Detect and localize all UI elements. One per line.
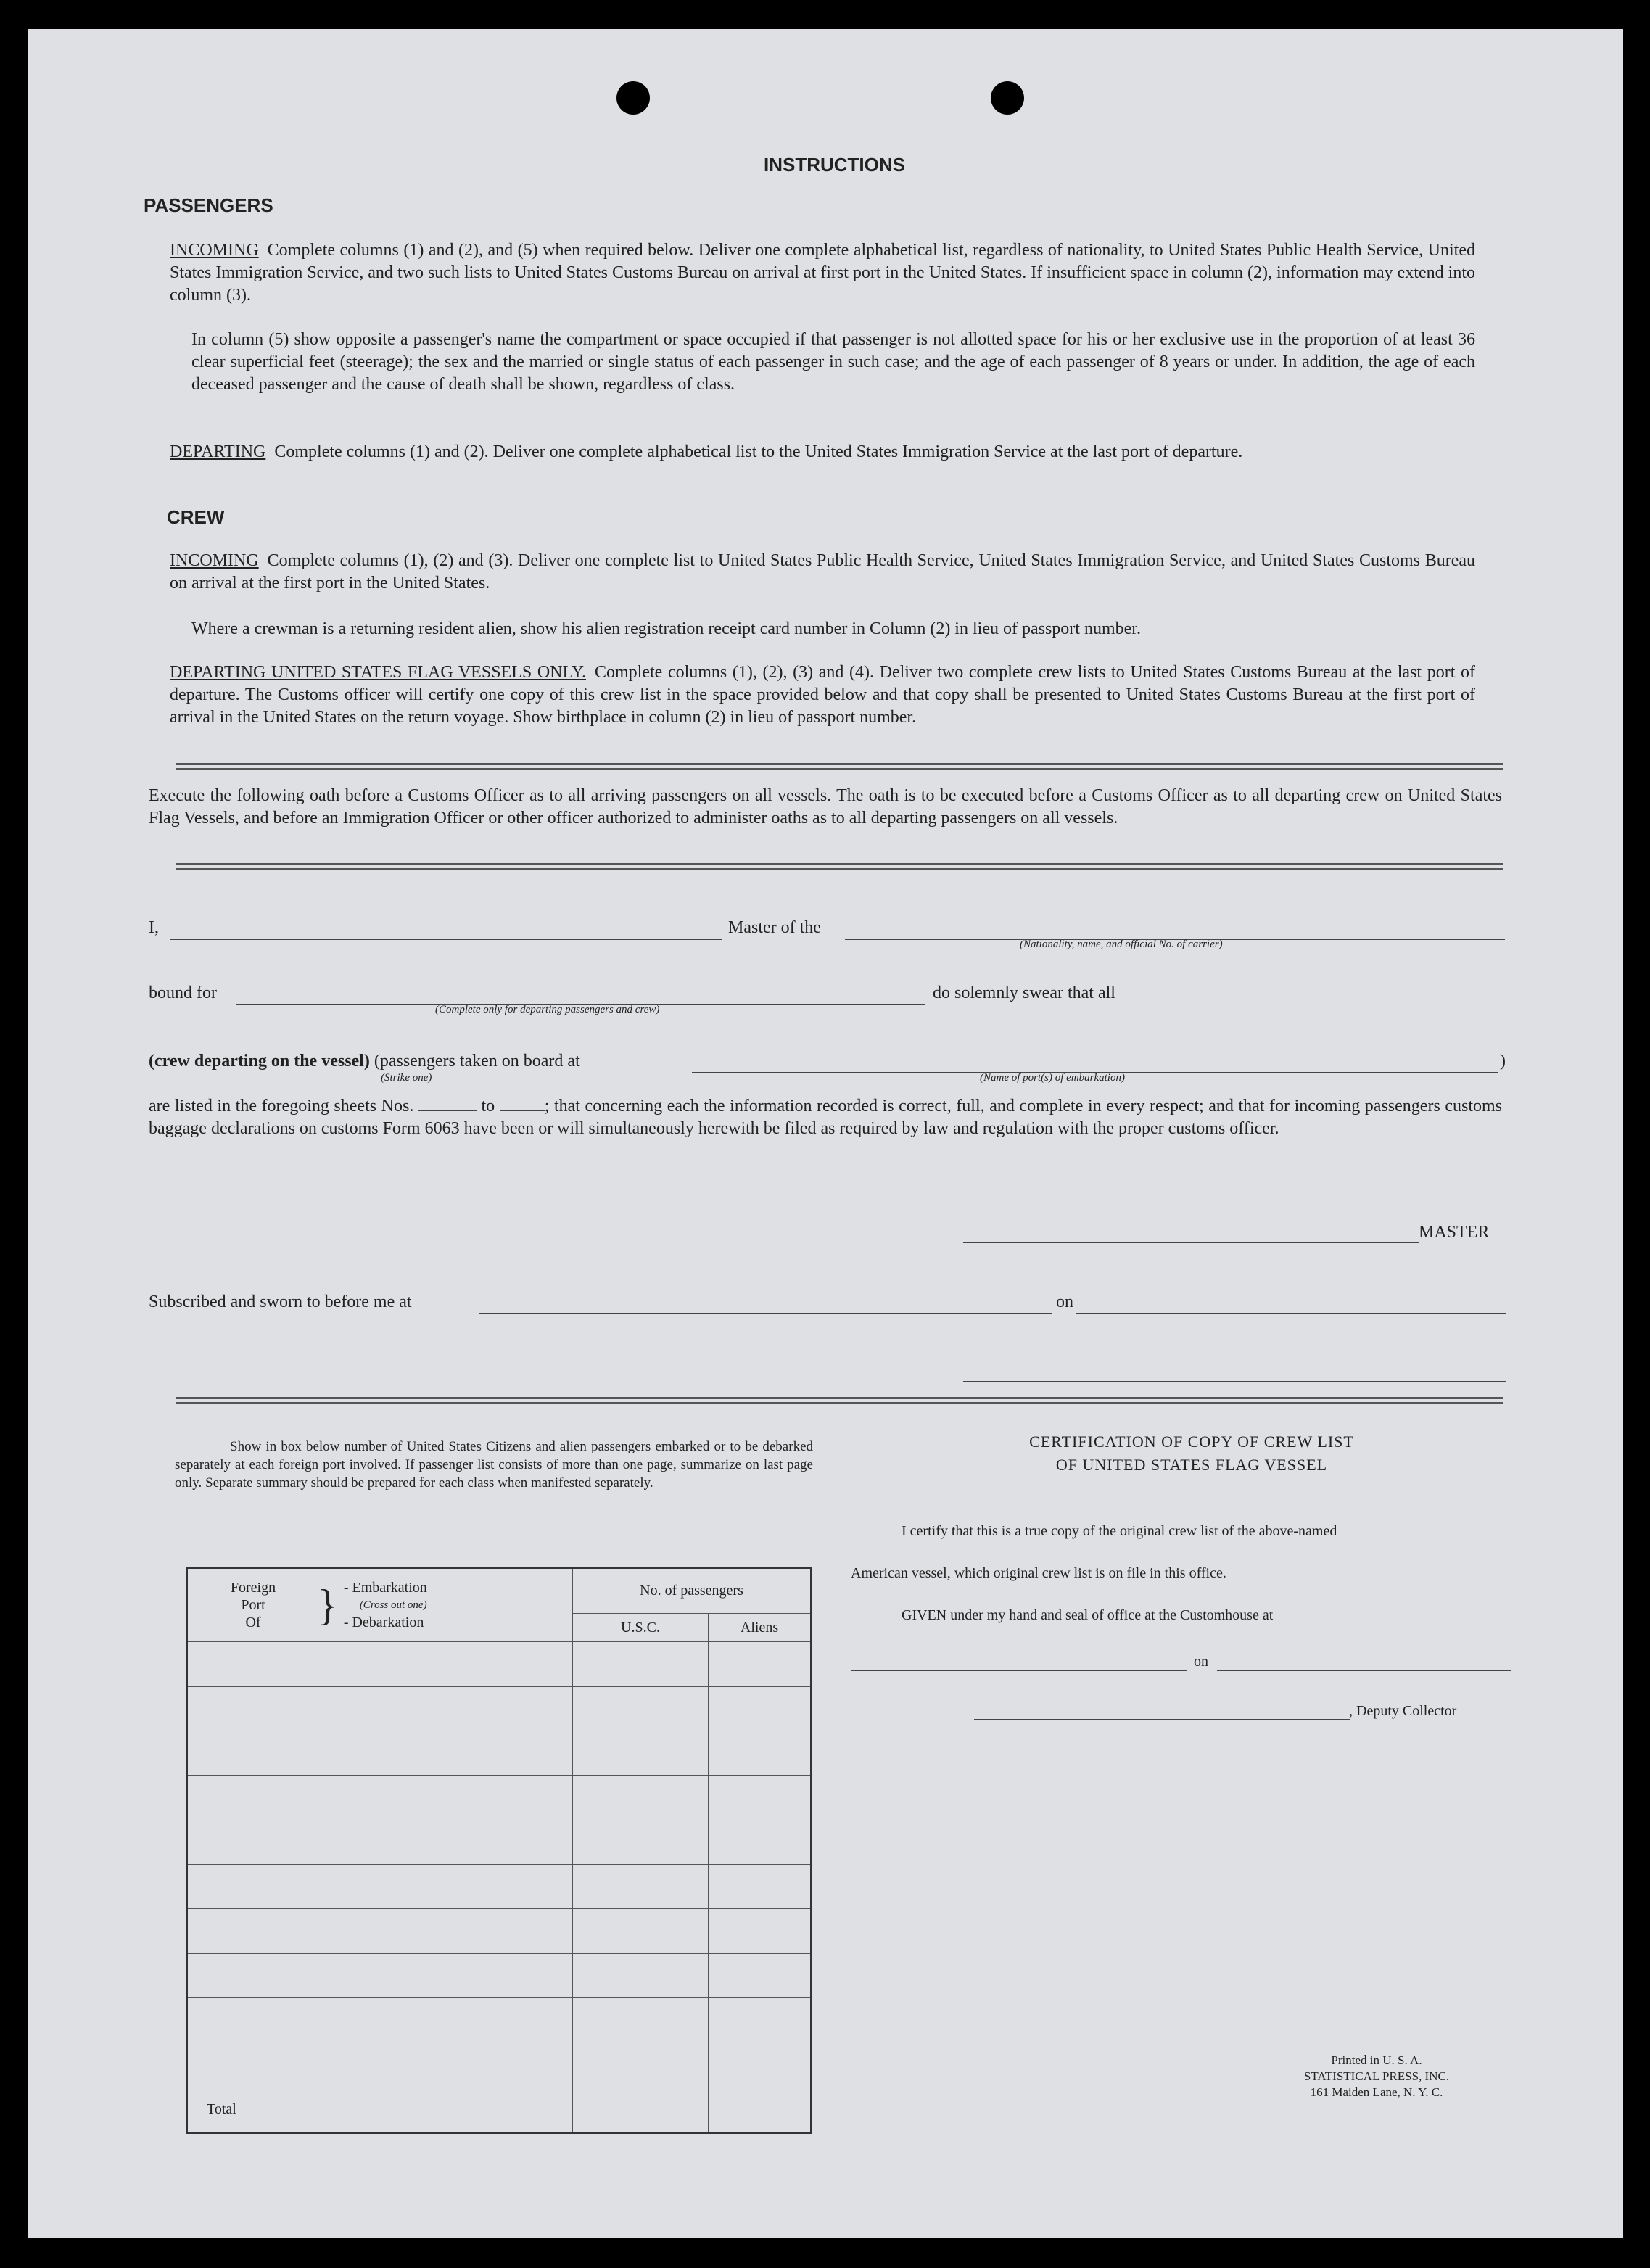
- port-cell[interactable]: [187, 1731, 573, 1775]
- subscribed-label: Subscribed and sworn to before me at: [149, 1292, 412, 1311]
- listed-start: are listed in the foregoing sheets Nos.: [149, 1097, 414, 1116]
- master-label: MASTER: [1419, 1223, 1490, 1242]
- aliens-cell[interactable]: [709, 1820, 812, 1864]
- aliens-cell[interactable]: [709, 1686, 812, 1731]
- port-cell[interactable]: [187, 1642, 573, 1686]
- printer-line2: STATISTICAL PRESS, INC.: [1303, 2069, 1450, 2083]
- passengers-incoming-text: Complete columns (1) and (2), and (5) when required below. Deliver one complete alphabetical list, regardless of nationality, to United States Public Health Service, United States Immigration Service, and two such lists to United States Customs Bureau on arrival at first port in the United States. If insufficient space in column (2), information may extend into column (3).: [170, 241, 1475, 305]
- aliens-total-cell[interactable]: [709, 2087, 812, 2133]
- aliens-cell[interactable]: [709, 1642, 812, 1686]
- form-sheet: [28, 29, 1623, 2238]
- summary-instruction: Show in box below number of United States Citizens and alien passengers embarked or to be debarked separately at each foreign port involved. If passenger list consists of more than one page, summarize on last page only. Separate summary should be prepared for each class when manifested separately.: [175, 1439, 813, 1490]
- usc-cell[interactable]: [573, 1820, 709, 1864]
- crew-incoming-text: Complete columns (1), (2) and (3). Deliver one complete list to United States Public Health Service, United States Immigration Service, and United States Customs Bureau on arrival at the first port in the United States.: [170, 551, 1475, 593]
- bound-for-label: bound for: [149, 984, 217, 1002]
- certify-line2: American vessel, which original crew list is on file in this office.: [851, 1565, 1226, 1581]
- port-cell[interactable]: [187, 1864, 573, 1908]
- aliens-cell[interactable]: [709, 1731, 812, 1775]
- aliens-header: Aliens: [709, 1614, 812, 1642]
- certification-title-line2: OF UNITED STATES FLAG VESSEL: [1055, 1456, 1328, 1474]
- crew-incoming-label: INCOMING: [170, 551, 259, 570]
- brace-icon: }: [317, 1581, 338, 1629]
- crew-heading: CREW: [167, 506, 225, 528]
- printer-imprint: [1261, 2053, 1493, 2100]
- usc-cell[interactable]: [573, 2042, 709, 2087]
- passengers-incoming-block: [170, 239, 1475, 307]
- embarkation-port-caption: (Name of port(s) of embarkation): [980, 1072, 1125, 1084]
- crew-departing-block: [170, 661, 1475, 729]
- port-cell[interactable]: [187, 1776, 573, 1820]
- cross-out-caption: (Cross out one): [359, 1599, 427, 1611]
- port-line-port: Port: [241, 1597, 265, 1613]
- usc-cell[interactable]: [573, 1731, 709, 1775]
- printer-line1: Printed in U. S. A.: [1331, 2053, 1422, 2067]
- usc-cell[interactable]: [573, 1953, 709, 1997]
- port-line-foreign: Foreign: [230, 1580, 276, 1596]
- passengers-departing-text: Complete columns (1) and (2). Deliver one complete alphabetical list to the United States Immigration Service at the last port of departure.: [274, 442, 1243, 461]
- carrier-caption: (Nationality, name, and official No. of carrier): [1020, 939, 1223, 950]
- punch-hole: [991, 81, 1024, 115]
- cert-on-label: on: [1194, 1654, 1208, 1670]
- crew-departing-label: DEPARTING UNITED STATES FLAG VESSELS ONLY.: [170, 663, 586, 682]
- aliens-cell[interactable]: [709, 1997, 812, 2042]
- master-of-the-label: Master of the: [728, 918, 821, 937]
- sworn-date-field[interactable]: [1076, 1313, 1506, 1314]
- strike-one-caption: (Strike one): [381, 1072, 432, 1084]
- aliens-cell[interactable]: [709, 1776, 812, 1820]
- port-cell[interactable]: [187, 2042, 573, 2087]
- usc-total-cell[interactable]: [573, 2087, 709, 2133]
- deputy-signature-field[interactable]: [974, 1719, 1350, 1720]
- port-cell[interactable]: [187, 1686, 573, 1731]
- aliens-cell[interactable]: [709, 1909, 812, 1953]
- section-divider: [176, 863, 1503, 870]
- master-signature-field[interactable]: [963, 1242, 1419, 1243]
- customhouse-field[interactable]: [851, 1670, 1187, 1671]
- port-header-cell: [187, 1568, 573, 1642]
- passengers-taken-option[interactable]: (passengers taken on board at: [374, 1052, 580, 1071]
- bound-for-caption: (Complete only for departing passengers and crew): [435, 1004, 660, 1015]
- crew-resident-text: Where a crewman is a returning resident alien, show his alien registration receipt card number in Column (2) in lieu of passport number.: [191, 619, 1141, 638]
- passengers-departing-block: [170, 441, 1475, 463]
- usc-cell[interactable]: [573, 1909, 709, 1953]
- passengers-incoming-label: INCOMING: [170, 241, 259, 260]
- certification-title-line1: CERTIFICATION OF COPY OF CREW LIST: [1029, 1432, 1354, 1451]
- passengers-column5-text: In column (5) show opposite a passenger's name the compartment or space occupied if that passenger is not allotted space for his or her exclusive use in the proportion of at least 36 clear superficial feet (steerage); the sex and the married or single status of each passenger in such case; and the age of each passenger of 8 years or under. In addition, the age of each deceased passenger and the cause of death shall be shown, regardless of class.: [191, 330, 1475, 394]
- officer-signature-field[interactable]: [963, 1381, 1506, 1382]
- port-cell[interactable]: [187, 1909, 573, 1953]
- usc-cell[interactable]: [573, 1776, 709, 1820]
- passenger-summary-table: [186, 1567, 812, 2134]
- crew-departing-text: Complete columns (1), (2), (3) and (4). Deliver two complete crew lists to United States Customs Bureau at the last port of departure. The Customs officer will certify one copy of this crew list in the space provided below and that copy shall be presented to United States Customs Bureau at the first port of arrival in the United States on the return voyage. Show birthplace in column (2) in lieu of passport number.: [170, 663, 1475, 727]
- port-cell[interactable]: [187, 1820, 573, 1864]
- passengers-heading: PASSENGERS: [144, 194, 273, 216]
- strike-one-row: [149, 1052, 580, 1071]
- cert-date-field[interactable]: [1217, 1670, 1511, 1671]
- usc-cell[interactable]: [573, 1686, 709, 1731]
- master-name-field[interactable]: [170, 939, 722, 940]
- oath-i-label: I,: [149, 918, 159, 937]
- printer-line3: 161 Maiden Lane, N. Y. C.: [1310, 2085, 1443, 2099]
- swear-text: do solemnly swear that all: [933, 984, 1115, 1002]
- aliens-cell[interactable]: [709, 2042, 812, 2087]
- to-label: to: [481, 1097, 495, 1116]
- deputy-collector-label: , Deputy Collector: [1349, 1703, 1457, 1719]
- debarkation-option[interactable]: - Debarkation: [343, 1615, 424, 1630]
- no-passengers-header: No. of passengers: [573, 1568, 812, 1614]
- usc-cell[interactable]: [573, 1864, 709, 1908]
- aliens-cell[interactable]: [709, 1953, 812, 1997]
- instructions-title: INSTRUCTIONS: [764, 154, 905, 176]
- punch-hole: [616, 81, 650, 115]
- port-cell[interactable]: [187, 1953, 573, 1997]
- passengers-departing-label: DEPARTING: [170, 442, 266, 461]
- usc-cell[interactable]: [573, 1642, 709, 1686]
- crew-departing-option[interactable]: (crew departing on the vessel): [149, 1052, 370, 1071]
- crew-incoming-block: [170, 550, 1475, 595]
- certification-title: [847, 1430, 1536, 1477]
- usc-header: U.S.C.: [573, 1614, 709, 1642]
- section-divider: [176, 763, 1503, 770]
- embarkation-option[interactable]: - Embarkation: [343, 1580, 427, 1596]
- sworn-place-field[interactable]: [479, 1313, 1052, 1314]
- close-paren: ): [1500, 1052, 1506, 1071]
- total-label: Total: [187, 2087, 573, 2133]
- usc-cell[interactable]: [573, 1997, 709, 2042]
- sheet-from-field[interactable]: [418, 1110, 477, 1111]
- certify-line1: I certify that this is a true copy of the original crew list of the above-named: [902, 1523, 1337, 1539]
- oath-instruction: Execute the following oath before a Customs Officer as to all arriving passengers on all vessels. The oath is to be executed before a Customs Officer as to all departing crew on United States Flag Vessels, and before an Immigration Officer or other officer authorized to administer oaths as to all departing passengers on all vessels.: [149, 786, 1502, 828]
- aliens-cell[interactable]: [709, 1864, 812, 1908]
- port-line-of: Of: [245, 1615, 261, 1630]
- port-cell[interactable]: [187, 1997, 573, 2042]
- listed-paragraph: [149, 1095, 1502, 1140]
- given-text: GIVEN under my hand and seal of office at the Customhouse at: [902, 1607, 1274, 1623]
- sheet-to-field[interactable]: [500, 1110, 545, 1111]
- section-divider: [176, 1397, 1503, 1404]
- sworn-on-label: on: [1056, 1292, 1073, 1311]
- listed-rest: ; that concerning each the information recorded is correct, full, and complete in every respect; and that for incoming passengers customs baggage declarations on customs Form 6063 have been or will simultaneously herewith be filed as required by law and regulation with the proper customs officer.: [149, 1097, 1503, 1138]
